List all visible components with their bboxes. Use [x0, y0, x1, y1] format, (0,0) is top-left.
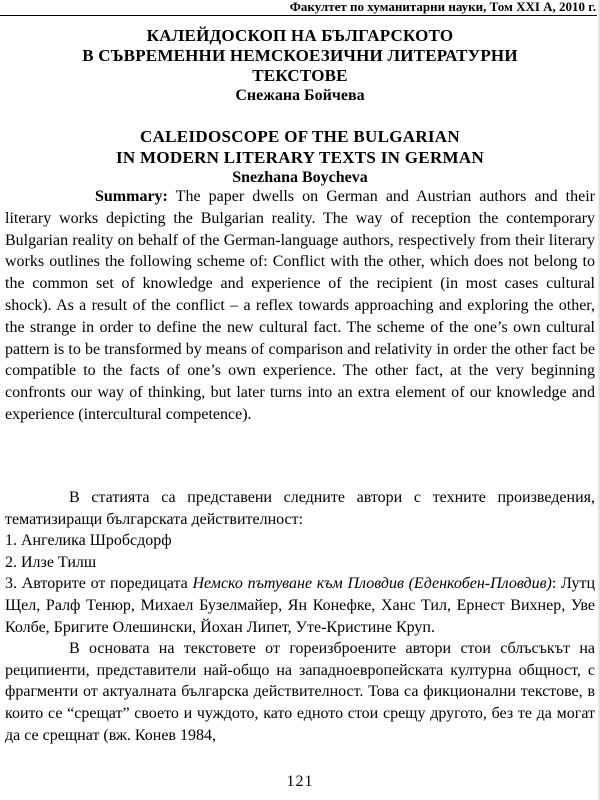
list-item-1: 1. Ангелика Шробсдорф [5, 532, 172, 550]
title-bg-line-3: ТЕКСТОВЕ [252, 66, 348, 85]
list-item-3-prefix: 3. Авторите от поредицата [5, 575, 193, 593]
title-bulgarian [0, 26, 600, 106]
running-header [0, 0, 600, 16]
author-bulgarian: Снежана Бойчева [235, 87, 365, 104]
title-bg-line-1: КАЛЕЙДОСКОП НА БЪЛГАРСКОТО [146, 26, 454, 45]
summary-paragraph [5, 186, 595, 426]
summary-label: Summary: [95, 188, 168, 205]
title-bg-line-2: В СЪВРЕМЕННИ НЕМСКОЕЗИЧНИ ЛИТЕРАТУРНИ [82, 46, 518, 65]
title-english [0, 126, 600, 188]
list-item-3-authors: : Лутц Щел, Ралф Тенюр, Михаел Бузелмайер, Ян Конефке, Ханс Тил, Ернест Вихнер, Уве Колбе, Бригите Олешински, Йохан Липет, Уте-Кристине Круп. [5, 575, 596, 636]
list-item-3 [5, 573, 595, 638]
series-title: Немско пътуване към Пловдив (Еденкобен-Пловдив) [192, 575, 552, 593]
summary-text: The paper dwells on German and Austrian authors and their literary works depicting the Bulgarian reality. The way of reception the contemporary Bulgarian reality on behalf of the German-language authors, respectively from their literary works outlines the following scheme of: Conflict with the other, which does not belong to the common set of knowledge and experience of the recipient (in most cases cultural shock). As a result of the conflict – a reflex towards approaching and exploring the other, the strange in order to define the new cultural fact. The scheme of the one’s own cultural pattern is to be transformed by means of comparison and relativity in order the other fact be compatible to the facts of one’s own experience. The other fact, at the very beginning confronts our way of thinking, but later turns into an extra element of our knowledge and experience (intercultural competence). [5, 188, 595, 423]
main-body [5, 487, 595, 746]
intro-paragraph: В статията са представени следните автори с техните произведения, тематизиращи българската действителност: [5, 489, 595, 528]
author-english: Snezhana Boycheva [232, 169, 368, 186]
title-en-line-1: CALEIDOSCOPE OF THE BULGARIAN [140, 127, 460, 146]
running-head-text: Факултет по хуманитарни науки, Том XXI А, 2010 г. [289, 0, 596, 14]
body-paragraph-2: В основата на текстовете от горeизброените автори стои сблъсъкът на реципиенти, представители най-общо на западноевропейската културна общност, с фрагменти от актуалната българска действителност. Това са фикционални текстове, в които се “срещат” своето и чуждото, като едното стои срещу другото, без те да могат да се срещнат (вж. Конев 1984, [5, 640, 595, 744]
page-number: 121 [286, 773, 314, 790]
list-item-2: 2. Илзе Тилш [5, 553, 97, 571]
title-en-line-2: IN MODERN LITERARY TEXTS IN GERMAN [115, 148, 485, 167]
